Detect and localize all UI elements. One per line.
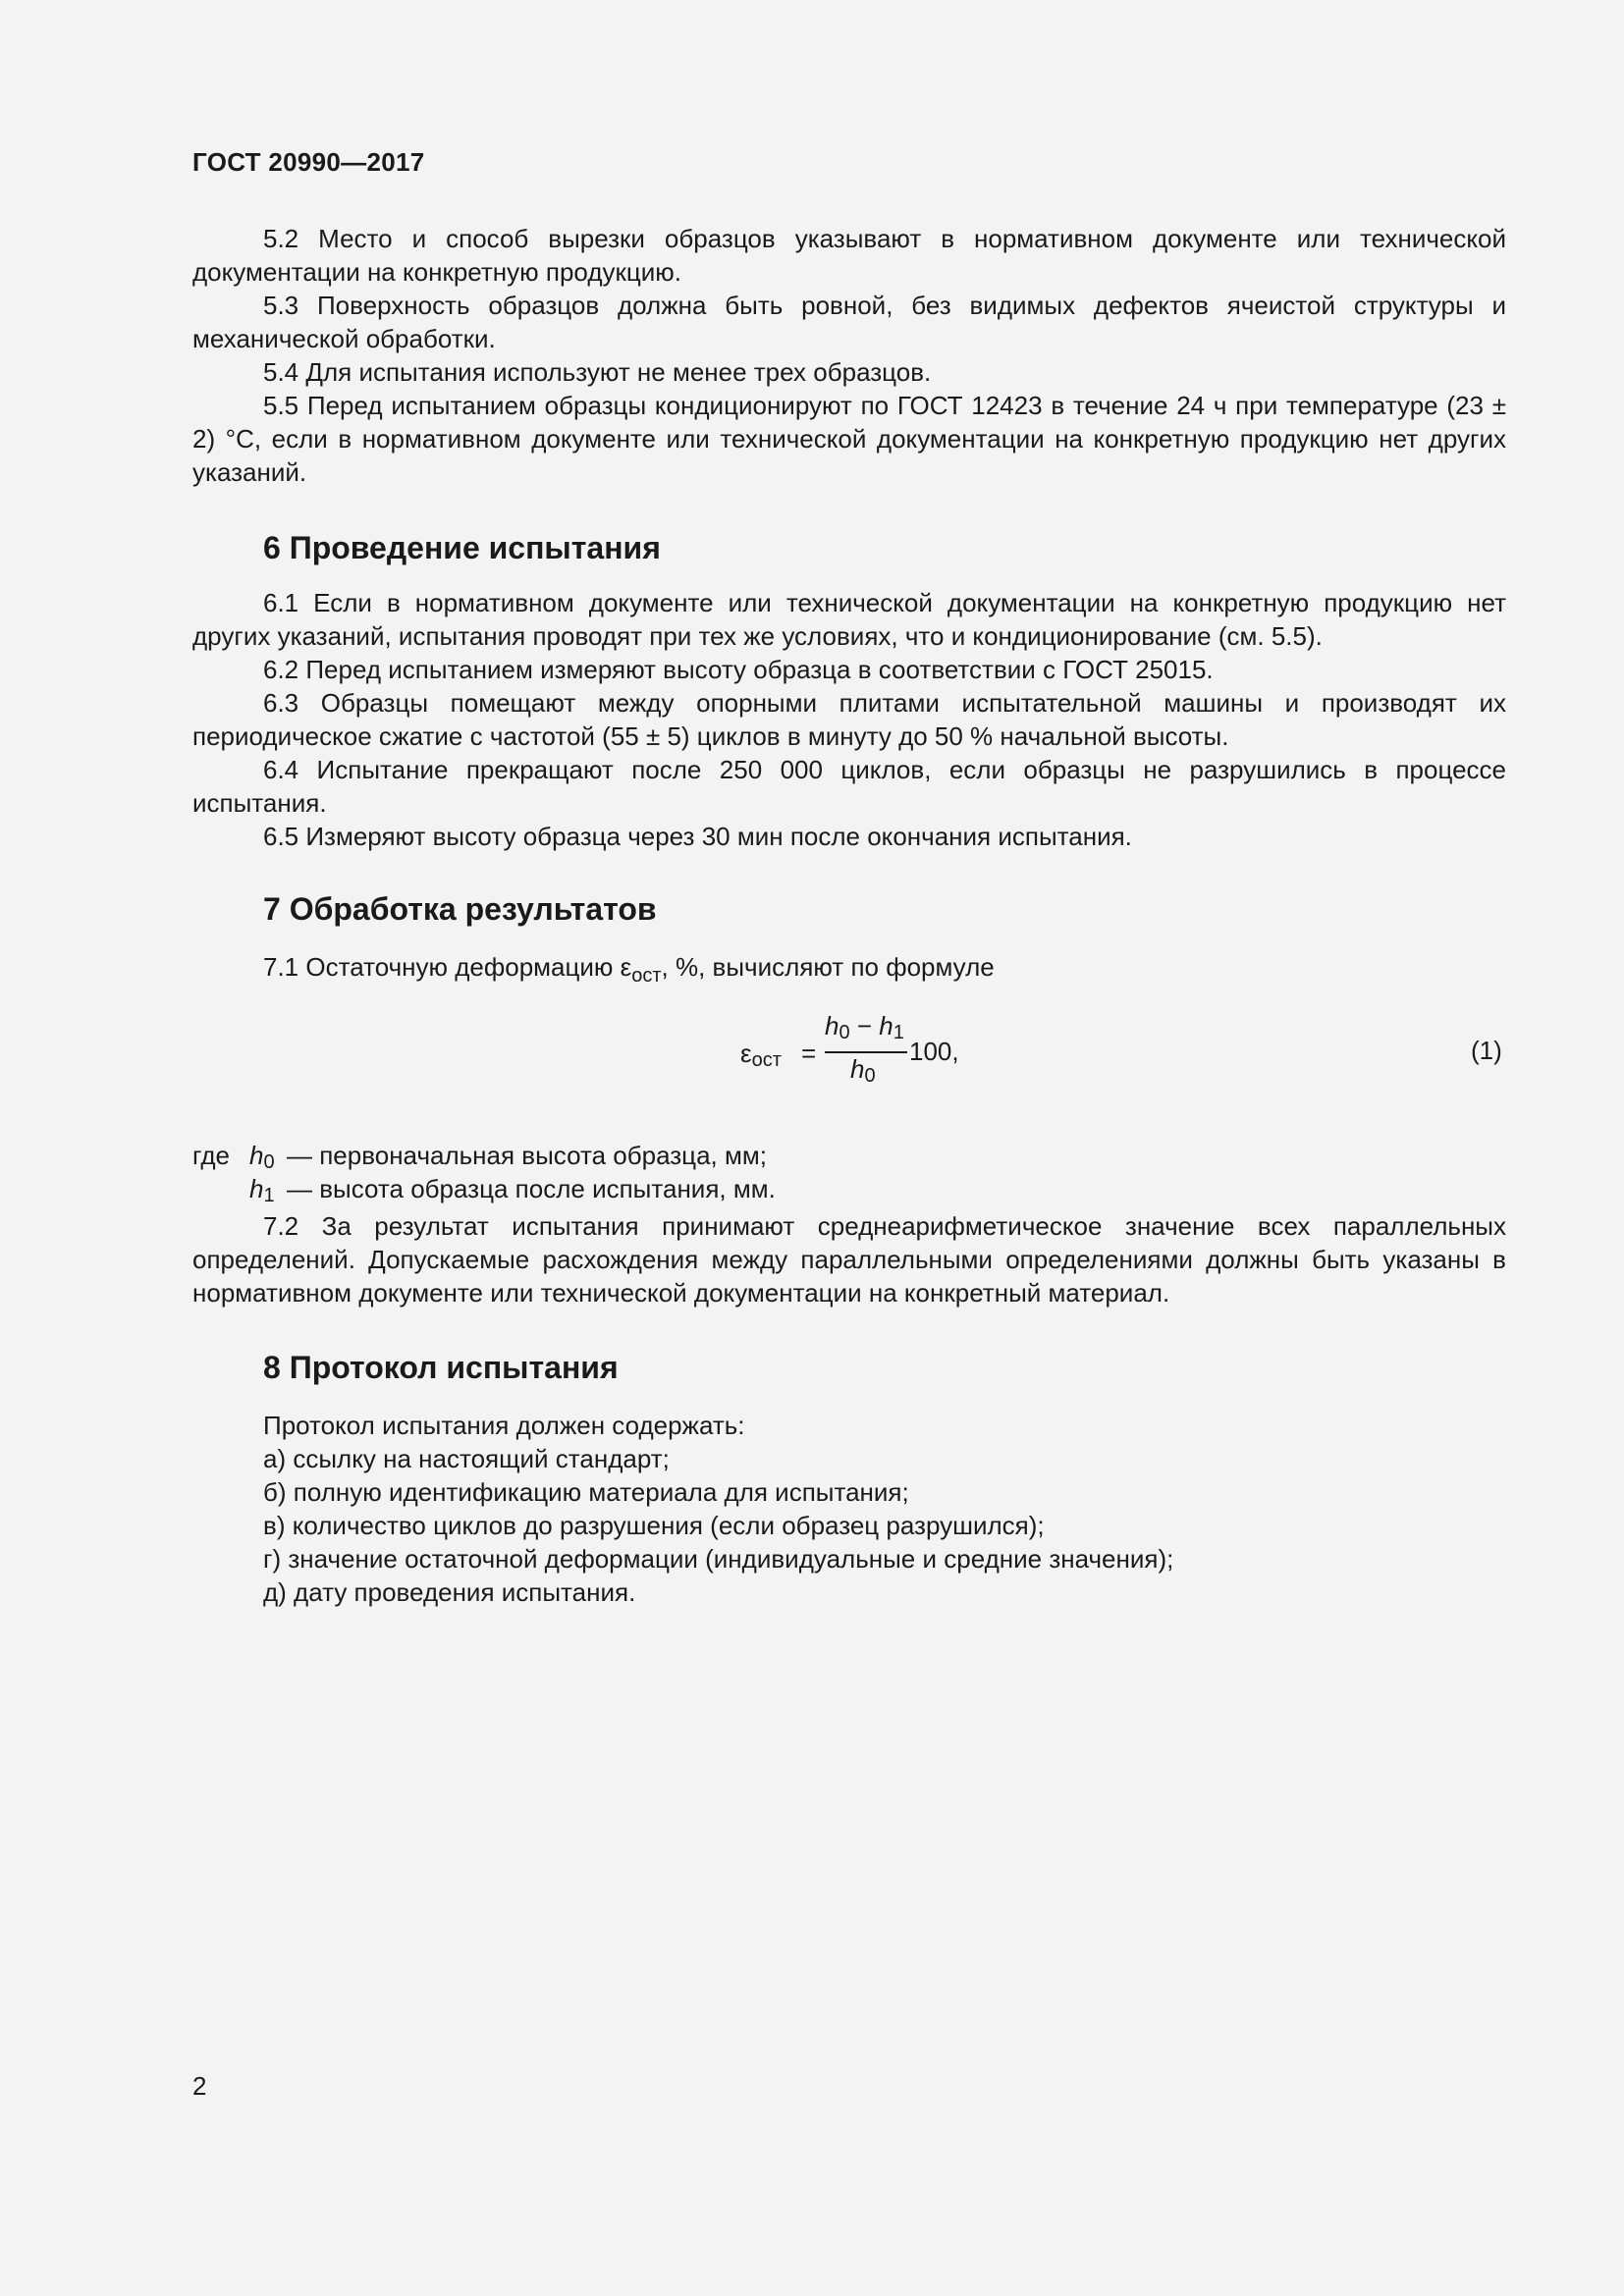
paragraph-7-1-tail: , %, вычисляют по формуле (661, 952, 995, 982)
section-8-heading: 8 Протокол испытания (263, 1350, 619, 1385)
paragraph-7-2: 7.2 За результат испытания принимают среднеарифметическое значение всех параллельных определений. Допускаемые расхождения между параллельными определениями должны быть указаны в нормативном документе или технической документации на конкретный материал. (192, 1211, 1506, 1308)
formula-denominator: $h_0$ (850, 1054, 876, 1087)
section-6-paragraphs (192, 586, 1506, 853)
list-item: г) значение остаточной деформации (индивидуальные и средние значения); (263, 1544, 1174, 1574)
paragraph-5-3: 5.3 Поверхность образцов должна быть ровной, без видимых дефектов ячеистой структуры и механической обработки. (192, 291, 1506, 353)
paragraph-6-3: 6.3 Образцы помещают между опорными плитами испытательной машины и производят их периодическое сжатие с частотой (55 ± 5) циклов в минуту до 50 % начальной высоты. (192, 688, 1506, 751)
paragraph-5-2: 5.2 Место и способ вырезки образцов указывают в нормативном документе или технической документации на конкретную продукцию. (192, 224, 1506, 287)
paragraph-7-2-block (192, 1209, 1506, 1309)
formula-numerator: $h_0 - h_1$ (825, 1011, 904, 1043)
legend-symbol: $h_1$ (249, 1174, 275, 1206)
paragraph-7-1-text: 7.1 Остаточную деформацию ε (263, 952, 632, 982)
paragraph-7-1 (192, 950, 1506, 992)
formula-lhs: $\varepsilon_{ост}$ (740, 1039, 782, 1071)
list-item: б) полную идентификацию материала для испытания; (263, 1477, 909, 1507)
paragraph-6-2: 6.2 Перед испытанием измеряют высоту образца в соответствии с ГОСТ 25015. (263, 655, 1214, 684)
list-item: д) дату проведения испытания. (263, 1577, 636, 1607)
formula-1 (740, 1011, 1035, 1099)
protocol-intro: Протокол испытания должен содержать: (263, 1411, 745, 1440)
formula-factor: 100, (909, 1037, 959, 1066)
section-5-paragraphs (192, 222, 1506, 489)
list-item: а) ссылку на настоящий стандарт; (263, 1444, 670, 1473)
paragraph-6-5: 6.5 Измеряют высоту образца через 30 мин после окончания испытания. (263, 822, 1132, 851)
protocol-list (263, 1409, 1173, 1609)
paragraph-5-5: 5.5 Перед испытанием образцы кондиционируют по ГОСТ 12423 в течение 24 ч при температуре (23 ± 2) °С, если в нормативном документе или технической документации на конкретную продукцию нет других указаний. (192, 391, 1506, 487)
legend-symbol: $h_0$ (249, 1141, 275, 1173)
section-6-heading: 6 Проведение испытания (263, 530, 661, 565)
legend-where-label: где (192, 1141, 230, 1170)
page-number: 2 (192, 2071, 207, 2101)
document-header: ГОСТ 20990—2017 (192, 147, 425, 177)
list-item: в) количество циклов до разрушения (если образец разрушился); (263, 1511, 1045, 1540)
paragraph-6-1: 6.1 Если в нормативном документе или технической документации на конкретную продукцию нет других указаний, испытания проводят при тех же условиях, что и кондиционирование (см. 5.5). (192, 588, 1506, 651)
formula-number: (1) (1471, 1036, 1502, 1065)
paragraph-6-4: 6.4 Испытание прекращают после 250 000 циклов, если образцы не разрушились в процессе испытания. (192, 755, 1506, 818)
paragraph-5-4: 5.4 Для испытания используют не менее трех образцов. (263, 357, 932, 387)
legend-description: — высота образца после испытания, мм. (287, 1174, 776, 1203)
formula-equals: = (801, 1039, 817, 1068)
epsilon-subscript: ост (631, 965, 662, 988)
legend-description: — первоначальная высота образца, мм; (287, 1141, 767, 1170)
section-7-heading: 7 Обработка результатов (263, 891, 657, 927)
fraction-bar (825, 1051, 907, 1053)
